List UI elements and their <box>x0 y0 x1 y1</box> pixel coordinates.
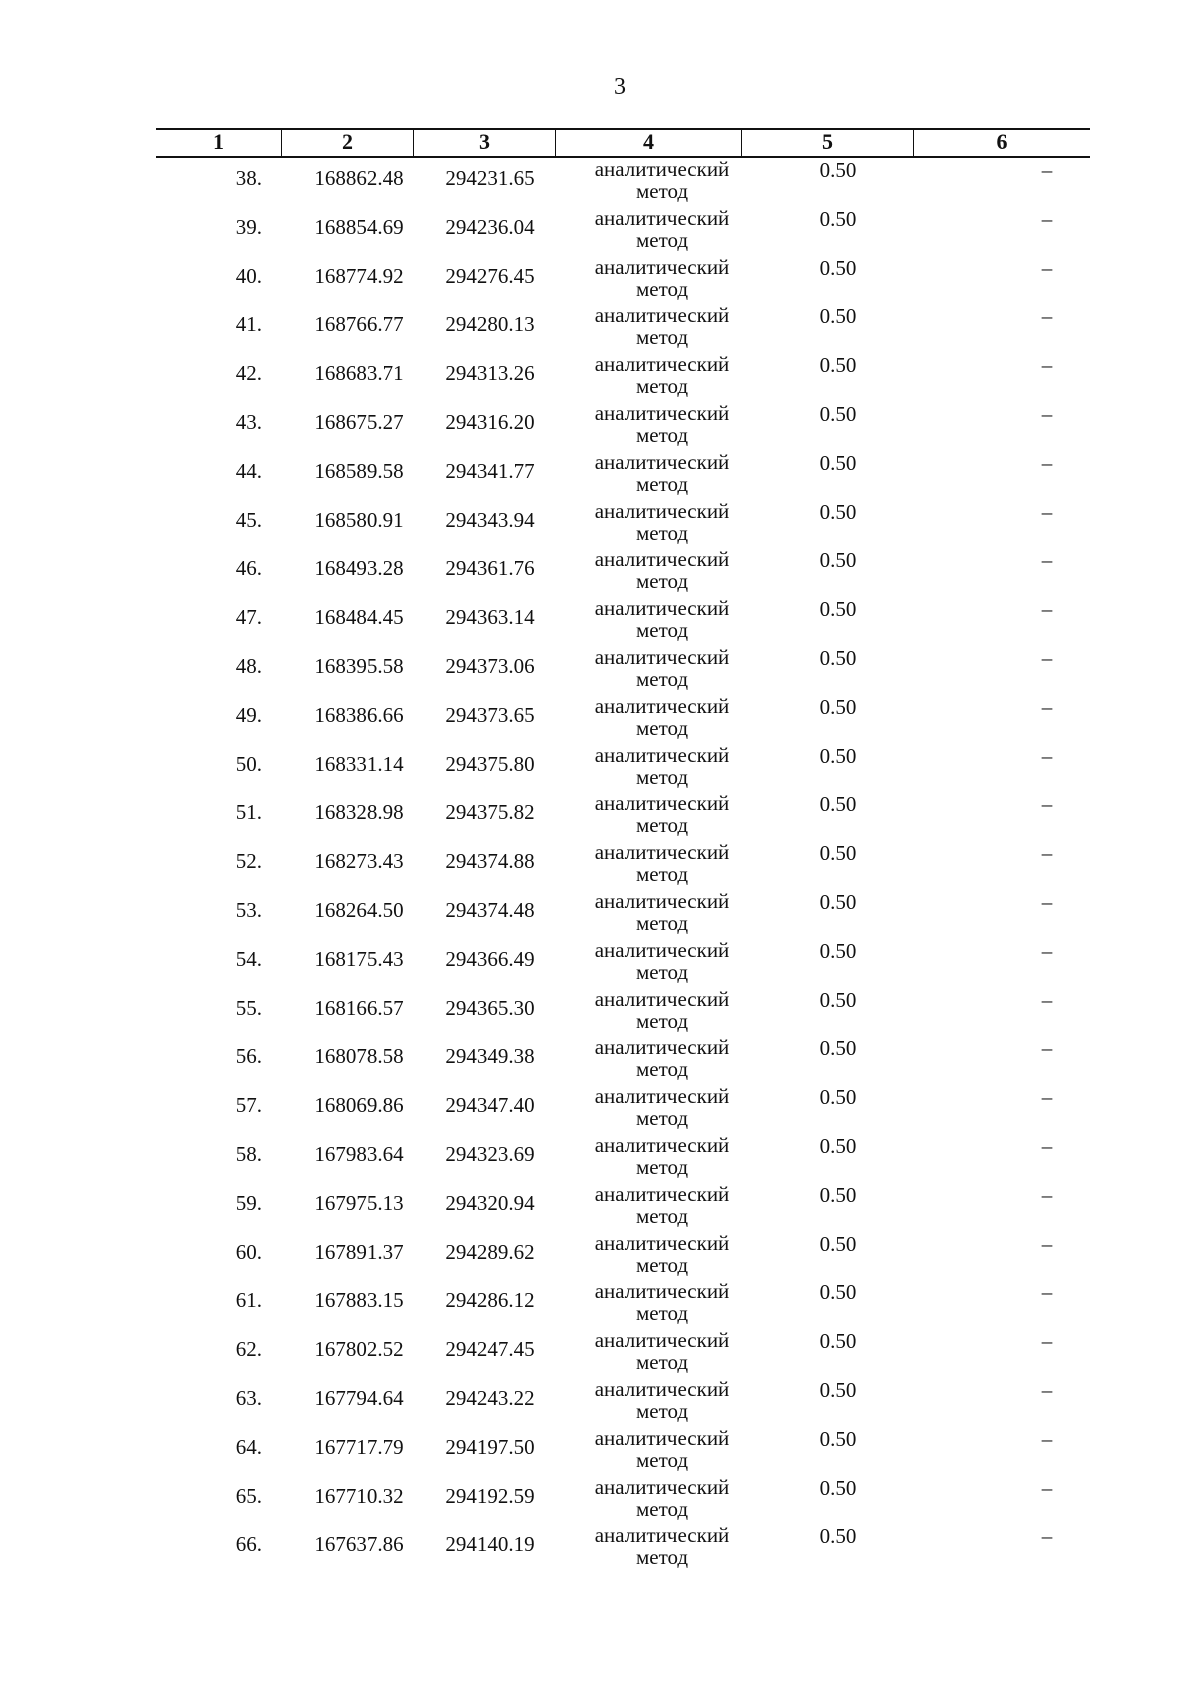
x-coordinate-cell: 167717.79 <box>314 1434 404 1459</box>
y-coordinate-cell: 294286.12 <box>445 1288 535 1313</box>
table-body <box>156 158 1090 1573</box>
y-coordinate-cell: 294231.65 <box>445 166 535 190</box>
method-cell <box>556 939 742 988</box>
note-cell: – <box>1041 304 1053 329</box>
accuracy-cell: 0.50 <box>819 353 857 378</box>
header-col-2: 2 <box>282 130 414 156</box>
y-coordinate-cell: 294349.38 <box>445 1044 535 1069</box>
method-cell <box>556 1524 742 1573</box>
table-row <box>156 939 1090 988</box>
accuracy-cell: 0.50 <box>819 1182 857 1207</box>
accuracy-cell: 0.50 <box>819 499 857 524</box>
table-row <box>156 1085 1090 1134</box>
accuracy-cell: 0.50 <box>819 645 857 670</box>
note-cell: – <box>1041 255 1053 280</box>
x-coordinate-cell: 168580.91 <box>314 507 404 532</box>
point-number-cell: 49. <box>235 702 262 727</box>
page-number: 3 <box>614 74 626 100</box>
method-line-1: аналитический <box>594 157 730 181</box>
accuracy-cell: 0.50 <box>819 889 857 914</box>
note-cell: – <box>1041 499 1053 524</box>
x-coordinate-cell: 168862.48 <box>314 166 404 190</box>
method-cell <box>556 158 742 207</box>
table-row <box>156 500 1090 549</box>
method-line-2: метод <box>635 1398 689 1423</box>
header-col-5: 5 <box>742 130 914 156</box>
note-cell: – <box>1041 548 1053 573</box>
method-line-1: аналитический <box>594 1474 730 1499</box>
accuracy-cell: 0.50 <box>819 841 857 866</box>
method-line-2: метод <box>635 374 689 399</box>
y-coordinate-cell: 294373.06 <box>445 653 535 678</box>
note-cell: – <box>1041 694 1053 719</box>
method-line-2: метод <box>635 959 689 984</box>
note-cell: – <box>1041 889 1053 914</box>
y-coordinate-cell: 294374.48 <box>445 897 535 922</box>
note-cell: – <box>1041 1085 1053 1110</box>
method-line-2: метод <box>635 1203 689 1228</box>
point-number-cell: 66. <box>235 1532 262 1557</box>
y-coordinate-cell: 294247.45 <box>445 1337 535 1362</box>
method-line-2: метод <box>635 910 689 935</box>
note-cell: – <box>1041 1377 1053 1402</box>
y-coordinate-cell: 294276.45 <box>445 263 535 288</box>
note-cell: – <box>1041 401 1053 426</box>
x-coordinate-cell: 168273.43 <box>314 849 404 874</box>
y-coordinate-cell: 294363.14 <box>445 605 535 630</box>
method-cell <box>556 646 742 695</box>
y-coordinate-cell: 294375.82 <box>445 800 535 825</box>
accuracy-cell: 0.50 <box>819 158 857 182</box>
note-cell: – <box>1041 450 1053 475</box>
point-number-cell: 38. <box>235 166 262 190</box>
x-coordinate-cell: 168166.57 <box>314 995 404 1020</box>
table-row <box>156 1036 1090 1085</box>
method-line-1: аналитический <box>594 254 730 279</box>
x-coordinate-cell: 168683.71 <box>314 361 404 386</box>
accuracy-cell: 0.50 <box>819 1426 857 1451</box>
table-row <box>156 1134 1090 1183</box>
x-coordinate-cell: 167637.86 <box>314 1532 404 1557</box>
accuracy-cell: 0.50 <box>819 1133 857 1158</box>
method-line-1: аналитический <box>594 352 730 377</box>
note-cell: – <box>1041 1231 1053 1256</box>
accuracy-cell: 0.50 <box>819 401 857 426</box>
note-cell: – <box>1041 1524 1053 1549</box>
method-cell <box>556 1134 742 1183</box>
note-cell: – <box>1041 1426 1053 1451</box>
method-cell <box>556 792 742 841</box>
accuracy-cell: 0.50 <box>819 304 857 329</box>
x-coordinate-cell: 168589.58 <box>314 458 404 483</box>
table-row <box>156 988 1090 1037</box>
x-coordinate-cell: 168395.58 <box>314 653 404 678</box>
y-coordinate-cell: 294313.26 <box>445 361 535 386</box>
table-row <box>156 158 1090 207</box>
method-cell <box>556 1476 742 1525</box>
y-coordinate-cell: 294341.77 <box>445 458 535 483</box>
y-coordinate-cell: 294375.80 <box>445 751 535 776</box>
method-cell <box>556 1232 742 1281</box>
method-cell <box>556 988 742 1037</box>
note-cell: – <box>1041 743 1053 768</box>
point-number-cell: 59. <box>235 1190 262 1215</box>
point-number-cell: 64. <box>235 1434 262 1459</box>
x-coordinate-cell: 168069.86 <box>314 1093 404 1118</box>
table-row <box>156 207 1090 256</box>
table-row <box>156 695 1090 744</box>
note-cell: – <box>1041 1475 1053 1500</box>
method-line-1: аналитический <box>594 791 730 816</box>
point-number-cell: 50. <box>235 751 262 776</box>
x-coordinate-cell: 168484.45 <box>314 605 404 630</box>
method-line-1: аналитический <box>594 937 730 962</box>
table-row <box>156 402 1090 451</box>
y-coordinate-cell: 294343.94 <box>445 507 535 532</box>
method-line-1: аналитический <box>594 205 730 230</box>
note-cell: – <box>1041 1036 1053 1061</box>
point-number-cell: 40. <box>235 263 262 288</box>
x-coordinate-cell: 168386.66 <box>314 702 404 727</box>
method-cell <box>556 1036 742 1085</box>
method-line-1: аналитический <box>594 693 730 718</box>
accuracy-cell: 0.50 <box>819 743 857 768</box>
method-line-2: метод <box>635 618 689 643</box>
table-row <box>156 597 1090 646</box>
point-number-cell: 62. <box>235 1337 262 1362</box>
x-coordinate-cell: 167794.64 <box>314 1385 404 1410</box>
x-coordinate-cell: 168766.77 <box>314 312 404 337</box>
note-cell: – <box>1041 1182 1053 1207</box>
method-line-2: метод <box>635 1154 689 1179</box>
method-line-2: метод <box>635 1057 689 1082</box>
point-number-cell: 42. <box>235 361 262 386</box>
x-coordinate-cell: 168078.58 <box>314 1044 404 1069</box>
note-cell: – <box>1041 987 1053 1012</box>
point-number-cell: 47. <box>235 605 262 630</box>
method-line-2: метод <box>635 862 689 887</box>
note-cell: – <box>1041 353 1053 378</box>
accuracy-cell: 0.50 <box>819 548 857 573</box>
accuracy-cell: 0.50 <box>819 597 857 622</box>
y-coordinate-cell: 294236.04 <box>445 214 535 239</box>
method-cell <box>556 207 742 256</box>
method-line-2: метод <box>635 1447 689 1472</box>
method-line-1: аналитический <box>594 1132 730 1157</box>
accuracy-cell: 0.50 <box>819 206 857 231</box>
method-line-2: метод <box>635 520 689 545</box>
method-line-1: аналитический <box>594 1328 730 1353</box>
point-number-cell: 43. <box>235 409 262 434</box>
point-number-cell: 56. <box>235 1044 262 1069</box>
x-coordinate-cell: 167710.32 <box>314 1483 404 1508</box>
point-number-cell: 44. <box>235 458 262 483</box>
table-row <box>156 548 1090 597</box>
y-coordinate-cell: 294320.94 <box>445 1190 535 1215</box>
point-number-cell: 48. <box>235 653 262 678</box>
accuracy-cell: 0.50 <box>819 1475 857 1500</box>
point-number-cell: 51. <box>235 800 262 825</box>
y-coordinate-cell: 294323.69 <box>445 1141 535 1166</box>
table-row <box>156 1280 1090 1329</box>
method-line-2: метод <box>635 422 689 447</box>
accuracy-cell: 0.50 <box>819 1085 857 1110</box>
method-cell <box>556 841 742 890</box>
point-number-cell: 45. <box>235 507 262 532</box>
table-row <box>156 256 1090 305</box>
note-cell: – <box>1041 645 1053 670</box>
table-row <box>156 890 1090 939</box>
method-line-1: аналитический <box>594 1230 730 1255</box>
method-line-1: аналитический <box>594 888 730 913</box>
note-cell: – <box>1041 158 1053 182</box>
method-line-1: аналитический <box>594 498 730 523</box>
x-coordinate-cell: 167891.37 <box>314 1239 404 1264</box>
accuracy-cell: 0.50 <box>819 1377 857 1402</box>
table-row <box>156 1524 1090 1573</box>
header-col-6: 6 <box>996 129 1008 154</box>
note-cell: – <box>1041 1133 1053 1158</box>
table-row <box>156 451 1090 500</box>
point-number-cell: 63. <box>235 1385 262 1410</box>
x-coordinate-cell: 167802.52 <box>314 1337 404 1362</box>
table-row <box>156 792 1090 841</box>
method-cell <box>556 1329 742 1378</box>
table-row <box>156 744 1090 793</box>
table-header-row <box>156 128 1090 158</box>
method-cell <box>556 1183 742 1232</box>
point-number-cell: 39. <box>235 214 262 239</box>
accuracy-cell: 0.50 <box>819 792 857 817</box>
method-line-1: аналитический <box>594 547 730 572</box>
method-line-2: метод <box>635 1106 689 1131</box>
table-row <box>156 1427 1090 1476</box>
point-number-cell: 52. <box>235 849 262 874</box>
y-coordinate-cell: 294366.49 <box>445 946 535 971</box>
note-cell: – <box>1041 1329 1053 1354</box>
method-line-2: метод <box>635 1252 689 1277</box>
point-number-cell: 41. <box>235 312 262 337</box>
method-line-2: метод <box>635 1008 689 1033</box>
method-cell <box>556 500 742 549</box>
method-line-1: аналитический <box>594 1376 730 1401</box>
point-number-cell: 46. <box>235 556 262 581</box>
y-coordinate-cell: 294289.62 <box>445 1239 535 1264</box>
table-row <box>156 1183 1090 1232</box>
method-cell <box>556 256 742 305</box>
y-coordinate-cell: 294192.59 <box>445 1483 535 1508</box>
method-line-2: метод <box>635 666 689 691</box>
point-number-cell: 57. <box>235 1093 262 1118</box>
method-line-1: аналитический <box>594 1035 730 1060</box>
method-line-2: метод <box>635 471 689 496</box>
table-row <box>156 646 1090 695</box>
method-line-2: метод <box>635 1496 689 1521</box>
point-number-cell: 53. <box>235 897 262 922</box>
method-line-1: аналитический <box>594 400 730 425</box>
method-line-2: метод <box>635 813 689 838</box>
point-number-cell: 60. <box>235 1239 262 1264</box>
y-coordinate-cell: 294197.50 <box>445 1434 535 1459</box>
accuracy-cell: 0.50 <box>819 450 857 475</box>
point-number-cell: 55. <box>235 995 262 1020</box>
method-line-2: метод <box>635 1301 689 1326</box>
method-line-2: метод <box>635 325 689 350</box>
header-col-4: 4 <box>556 130 742 156</box>
method-cell <box>556 548 742 597</box>
accuracy-cell: 0.50 <box>819 938 857 963</box>
accuracy-cell: 0.50 <box>819 1329 857 1354</box>
method-line-1: аналитический <box>594 1523 730 1548</box>
y-coordinate-cell: 294361.76 <box>445 556 535 581</box>
method-cell <box>556 744 742 793</box>
accuracy-cell: 0.50 <box>819 1231 857 1256</box>
table-row <box>156 1329 1090 1378</box>
y-coordinate-cell: 294365.30 <box>445 995 535 1020</box>
method-line-1: аналитический <box>594 986 730 1011</box>
y-coordinate-cell: 294280.13 <box>445 312 535 337</box>
method-cell <box>556 695 742 744</box>
y-coordinate-cell: 294243.22 <box>445 1385 535 1410</box>
x-coordinate-cell: 168264.50 <box>314 897 404 922</box>
method-line-1: аналитический <box>594 1181 730 1206</box>
note-cell: – <box>1041 938 1053 963</box>
accuracy-cell: 0.50 <box>819 255 857 280</box>
note-cell: – <box>1041 792 1053 817</box>
method-line-2: метод <box>635 276 689 301</box>
x-coordinate-cell: 167883.15 <box>314 1288 404 1313</box>
method-cell <box>556 1280 742 1329</box>
point-number-cell: 65. <box>235 1483 262 1508</box>
y-coordinate-cell: 294140.19 <box>445 1532 535 1557</box>
method-cell <box>556 304 742 353</box>
x-coordinate-cell: 168331.14 <box>314 751 404 776</box>
method-line-2: метод <box>635 1350 689 1375</box>
method-cell <box>556 1378 742 1427</box>
method-line-1: аналитический <box>594 644 730 669</box>
accuracy-cell: 0.50 <box>819 1036 857 1061</box>
table-row <box>156 353 1090 402</box>
point-number-cell: 58. <box>235 1141 262 1166</box>
x-coordinate-cell: 168328.98 <box>314 800 404 825</box>
method-cell <box>556 1085 742 1134</box>
method-line-1: аналитический <box>594 1425 730 1450</box>
method-cell <box>556 890 742 939</box>
method-line-2: метод <box>635 569 689 594</box>
method-line-2: метод <box>635 179 689 203</box>
method-cell <box>556 402 742 451</box>
coordinates-table <box>156 128 1090 1573</box>
method-line-1: аналитический <box>594 303 730 328</box>
method-line-1: аналитический <box>594 840 730 865</box>
x-coordinate-cell: 167983.64 <box>314 1141 404 1166</box>
header-col-1: 1 <box>156 130 282 156</box>
point-number-cell: 61. <box>235 1288 262 1313</box>
method-line-1: аналитический <box>594 596 730 621</box>
note-cell: – <box>1041 206 1053 231</box>
x-coordinate-cell: 168175.43 <box>314 946 404 971</box>
method-line-1: аналитический <box>594 742 730 767</box>
accuracy-cell: 0.50 <box>819 694 857 719</box>
table-row <box>156 1232 1090 1281</box>
note-cell: – <box>1041 841 1053 866</box>
method-line-2: метод <box>635 715 689 740</box>
method-cell <box>556 451 742 500</box>
method-cell <box>556 1427 742 1476</box>
x-coordinate-cell: 168854.69 <box>314 214 404 239</box>
header-col-3: 3 <box>414 130 556 156</box>
x-coordinate-cell: 168493.28 <box>314 556 404 581</box>
table-row <box>156 304 1090 353</box>
method-cell <box>556 597 742 646</box>
y-coordinate-cell: 294316.20 <box>445 409 535 434</box>
y-coordinate-cell: 294373.65 <box>445 702 535 727</box>
y-coordinate-cell: 294374.88 <box>445 849 535 874</box>
table-row <box>156 1476 1090 1525</box>
table-row <box>156 1378 1090 1427</box>
point-number-cell: 54. <box>235 946 262 971</box>
accuracy-cell: 0.50 <box>819 1524 857 1549</box>
x-coordinate-cell: 167975.13 <box>314 1190 404 1215</box>
method-line-2: метод <box>635 227 689 252</box>
y-coordinate-cell: 294347.40 <box>445 1093 535 1118</box>
method-cell <box>556 353 742 402</box>
x-coordinate-cell: 168774.92 <box>314 263 404 288</box>
method-line-1: аналитический <box>594 1279 730 1304</box>
note-cell: – <box>1041 597 1053 622</box>
accuracy-cell: 0.50 <box>819 1280 857 1305</box>
table-row <box>156 841 1090 890</box>
method-line-1: аналитический <box>594 1084 730 1109</box>
method-line-2: метод <box>635 1545 689 1570</box>
method-line-1: аналитический <box>594 449 730 474</box>
x-coordinate-cell: 168675.27 <box>314 409 404 434</box>
note-cell: – <box>1041 1280 1053 1305</box>
method-line-2: метод <box>635 764 689 789</box>
accuracy-cell: 0.50 <box>819 987 857 1012</box>
